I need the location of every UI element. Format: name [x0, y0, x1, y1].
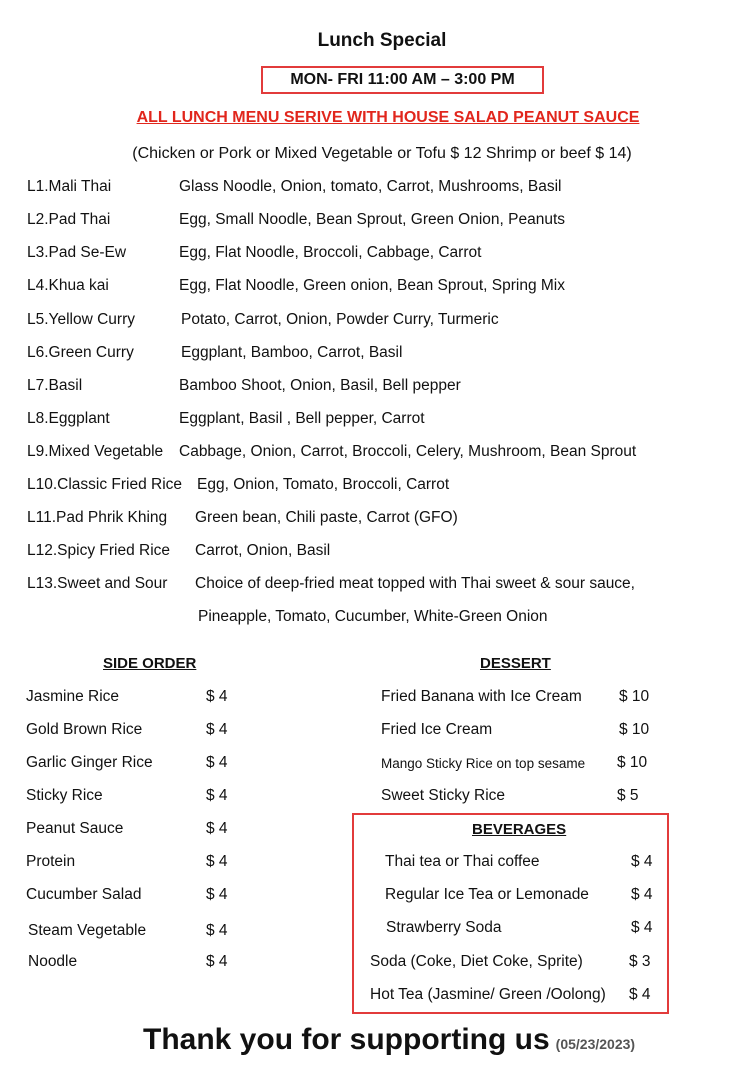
menu-date: (05/23/2023) — [555, 1036, 636, 1052]
side-item-name: Cucumber Salad — [26, 886, 142, 903]
dessert-item-price: $ 10 — [617, 754, 648, 771]
side-item-price: $ 4 — [206, 688, 228, 705]
menu-item-name: L9.Mixed Vegetable — [27, 443, 164, 460]
side-item-price: $ 4 — [206, 953, 228, 970]
menu-item-desc: Egg, Onion, Tomato, Broccoli, Carrot — [197, 476, 450, 493]
side-item-name: Protein — [26, 853, 76, 870]
beverage-item-name: Regular Ice Tea or Lemonade — [385, 886, 589, 903]
menu-item-name: L12.Spicy Fried Rice — [27, 542, 171, 559]
side-item-name: Garlic Ginger Rice — [26, 754, 153, 771]
side-item-price: $ 4 — [206, 922, 228, 939]
menu-item-desc: Eggplant, Bamboo, Carrot, Basil — [181, 344, 403, 361]
menu-item-name: L11.Pad Phrik Khing — [27, 509, 168, 526]
menu-item-name: L10.Classic Fried Rice — [27, 476, 183, 493]
menu-item-desc: Egg, Flat Noodle, Green onion, Bean Sprout, Spring Mix — [179, 277, 565, 294]
menu-item-name: L1.Mali Thai — [27, 178, 112, 195]
side-item-price: $ 4 — [206, 853, 228, 870]
menu-item-desc: Potato, Carrot, Onion, Powder Curry, Turmeric — [181, 311, 499, 328]
menu-item-name: L6.Green Curry — [27, 344, 134, 361]
dessert-item-name: Fried Ice Cream — [381, 721, 493, 738]
side-item-name: Steam Vegetable — [28, 922, 147, 939]
side-item-name: Sticky Rice — [26, 787, 103, 804]
dessert-item-name: Mango Sticky Rice on top sesame — [381, 756, 586, 771]
side-item-price: $ 4 — [206, 787, 228, 804]
page-title: Lunch Special — [317, 30, 447, 51]
menu-item-desc: Green bean, Chili paste, Carrot (GFO) — [195, 509, 458, 526]
dessert-item-price: $ 10 — [619, 721, 650, 738]
side-item-name: Peanut Sauce — [26, 820, 124, 837]
menu-item-desc: Egg, Flat Noodle, Broccoli, Cabbage, Carrot — [179, 244, 482, 261]
menu-item-desc: Bamboo Shoot, Onion, Basil, Bell pepper — [179, 377, 461, 394]
menu-item-name: L2.Pad Thai — [27, 211, 111, 228]
side-item-name: Noodle — [28, 953, 78, 970]
menu-item-desc: Glass Noodle, Onion, tomato, Carrot, Mushrooms, Basil — [179, 178, 562, 195]
lunch-notice: ALL LUNCH MENU SERIVE WITH HOUSE SALAD PEANUT SAUCE — [136, 109, 640, 126]
menu-item-desc: Egg, Small Noodle, Bean Sprout, Green Onion, Peanuts — [179, 211, 566, 228]
menu-item-desc: Eggplant, Basil , Bell pepper, Carrot — [179, 410, 425, 427]
menu-item-desc: Carrot, Onion, Basil — [195, 542, 331, 559]
thanks-text: Thank you for supporting us — [143, 1023, 550, 1056]
menu-item-desc-continued: Pineapple, Tomato, Cucumber, White-Green Onion — [198, 608, 548, 625]
beverage-item-price: $ 3 — [629, 953, 651, 970]
beverage-item-price: $ 4 — [631, 919, 653, 936]
menu-item-name: L7.Basil — [27, 377, 83, 394]
side-item-price: $ 4 — [206, 721, 228, 738]
menu-item-name: L3.Pad Se-Ew — [27, 244, 127, 261]
beverage-item-price: $ 4 — [631, 853, 653, 870]
menu-item-desc: Cabbage, Onion, Carrot, Broccoli, Celery, Mushroom, Bean Sprout — [179, 443, 637, 460]
beverage-item-name: Strawberry Soda — [386, 919, 502, 936]
menu-item-name: L5.Yellow Curry — [27, 311, 135, 328]
side-item-price: $ 4 — [206, 754, 228, 771]
footer-thanks — [143, 1023, 635, 1057]
dessert-heading: DESSERT — [480, 655, 551, 672]
menu-item-desc: Choice of deep-fried meat topped with Thai sweet & sour sauce, — [195, 575, 635, 592]
beverage-item-price: $ 4 — [631, 886, 653, 903]
menu-item-name: L13.Sweet and Sour — [27, 575, 168, 592]
beverage-item-name: Hot Tea (Jasmine/ Green /Oolong) — [370, 986, 606, 1003]
beverage-item-price: $ 4 — [629, 986, 651, 1003]
side-item-name: Gold Brown Rice — [26, 721, 143, 738]
base-prices: (Chicken or Pork or Mixed Vegetable or Tofu $ 12 Shrimp or beef $ 14) — [132, 145, 632, 162]
beverage-item-name: Soda (Coke, Diet Coke, Sprite) — [370, 953, 583, 970]
side-order-heading: SIDE ORDER — [103, 655, 197, 672]
dessert-item-name: Sweet Sticky Rice — [381, 787, 506, 804]
menu-item-name: L4.Khua kai — [27, 277, 109, 294]
dessert-item-price: $ 5 — [617, 787, 639, 804]
hours-text: MON- FRI 11:00 AM – 3:00 PM — [290, 71, 515, 88]
side-item-name: Jasmine Rice — [26, 688, 120, 705]
beverage-item-name: Thai tea or Thai coffee — [385, 853, 540, 870]
side-item-price: $ 4 — [206, 820, 228, 837]
beverages-box — [352, 813, 669, 1014]
side-item-price: $ 4 — [206, 886, 228, 903]
beverages-heading: BEVERAGES — [472, 821, 567, 838]
dessert-item-name: Fried Banana with Ice Cream — [381, 688, 582, 705]
dessert-item-price: $ 10 — [619, 688, 650, 705]
menu-item-name: L8.Eggplant — [27, 410, 110, 427]
